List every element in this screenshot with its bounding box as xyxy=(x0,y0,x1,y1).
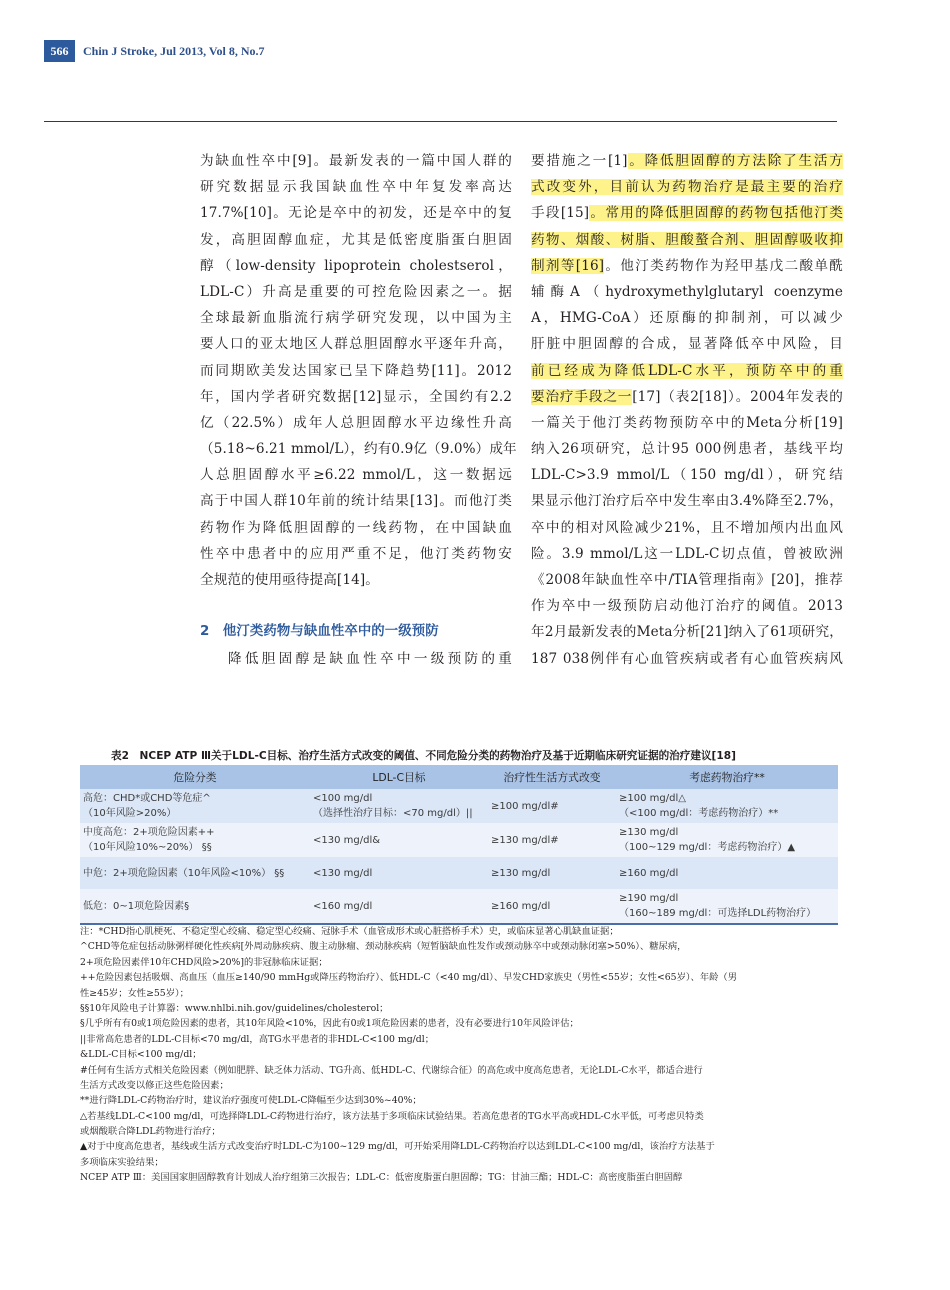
body-text-line: 性卒中患者中的应用严重不足，他汀类药物安 xyxy=(200,545,512,562)
body-text-line: 17.7%[10]。无论是卒中的初发，还是卒中的复 xyxy=(200,205,512,222)
cell-text: 中度高危：2+项危险因素++ xyxy=(83,827,215,838)
table-cell xyxy=(80,823,310,857)
cell-text: （100~129 mg/dl：考虑药物治疗）▲ xyxy=(619,842,796,853)
table-note-line: 2+项危险因素伴10年CHD风险>20%]的非冠脉临床证据； xyxy=(80,956,328,968)
highlighted-text: 。常用的降低胆固醇的药物包括他汀类 xyxy=(589,205,843,222)
highlighted-text: 式改变外，目前认为药物治疗是最主要的治疗 xyxy=(531,179,843,196)
body-text-line: （5.18~6.21 mmol/L），约有0.9亿（9.0%）成年 xyxy=(200,441,517,458)
text-segment: 作为卒中一级预防启动他汀治疗的阈值。2013 xyxy=(531,598,843,615)
left-column xyxy=(200,148,517,672)
table-header-cell: 危险分类 xyxy=(80,765,310,789)
table-header-cell: 治疗性生活方式改变 xyxy=(488,765,616,789)
text-segment: 险。3.9 mmol/L这一LDL-C切点值，曾被欧洲 xyxy=(531,545,843,562)
table-cell xyxy=(310,789,488,823)
table-note-line: ▲对于中度高危患者，基线或生活方式改变治疗时LDL-C为100~129 mg/dl，可开始采用降LDL-C药物治疗以达到LDL-C<100 mg/dl，该治疗方法基于 xyxy=(80,1141,715,1153)
body-text-line xyxy=(531,331,843,357)
table-row xyxy=(80,823,838,857)
body-text-line xyxy=(531,253,843,279)
cell-text: （<100 mg/dl：考虑药物治疗）** xyxy=(619,808,779,819)
table-cell xyxy=(310,889,488,924)
body-text-line: 亿（22.5%）成年人总胆固醇水平边缘性升高 xyxy=(200,414,512,431)
table-row xyxy=(80,857,838,889)
cell-text: <130 mg/dl xyxy=(313,867,373,879)
body-text-line xyxy=(531,227,843,253)
cell-text: ≥160 mg/dl xyxy=(491,900,551,912)
body-text-line: 为缺血性卒中[9]。最新发表的一篇中国人群的 xyxy=(200,153,512,169)
table-cell xyxy=(616,823,838,857)
body-text-line: LDL-C）升高是重要的可控危险因素之一。据 xyxy=(200,283,512,300)
text-segment: 187 038例伴有心血管疾病或者有心血管疾病风 xyxy=(531,650,843,667)
cell-text: （160~189 mg/dl：可选择LDL药物治疗） xyxy=(619,908,817,919)
table-note-line: ||非常高危患者的LDL-C目标<70 mg/dl，高TG水平患者的非HDL-C<100 mg/dl； xyxy=(80,1033,434,1045)
body-text-line xyxy=(531,515,843,541)
table-header-row xyxy=(80,765,838,789)
text-segment: LDL-C>3.9 mmol/L（150 mg/dl），研究结 xyxy=(531,467,843,484)
text-segment: 一篇关于他汀类药物预防卒中的Meta分析[19] xyxy=(531,414,843,431)
table-cell xyxy=(488,789,616,823)
body-text-line: 醇（low-density lipoprotein cholestserol， xyxy=(200,257,512,274)
risk-table xyxy=(80,765,838,925)
cell-text: 高危：CHD*或CHD等危症^ xyxy=(83,793,211,804)
body-text-line: 而同期欧美发达国家已呈下降趋势[11]。2012 xyxy=(200,362,512,379)
cell-text: 中危：2+项危险因素（10年风险<10%） §§ xyxy=(83,867,285,879)
text-segment: 年2月最新发表的Meta分析[21]纳入了61项研究， xyxy=(531,624,843,641)
highlighted-text: 制剂等[16] xyxy=(531,257,605,274)
highlighted-text: 药物、烟酸、树脂、胆酸螯合剂、胆固醇吸收抑 xyxy=(531,231,843,248)
body-text-line xyxy=(531,436,843,462)
cell-text: ≥100 mg/dl# xyxy=(491,800,559,812)
table-cell xyxy=(488,823,616,857)
highlighted-text: 前已经成为降低LDL-C水平，预防卒中的重 xyxy=(531,362,843,379)
table-cell xyxy=(310,857,488,889)
body-text-line xyxy=(531,567,843,593)
highlighted-text: 。降低胆固醇的方法除了生活方 xyxy=(627,153,843,169)
table-note-line: #任何有生活方式相关危险因素（例如肥胖、缺乏体力活动、TG升高、低HDL-C、代谢综合征）的高危或中度高危患者，无论LDL-C水平，都适合进行 xyxy=(80,1064,703,1076)
table-row xyxy=(80,889,838,924)
table-row xyxy=(80,789,838,823)
text-segment: 《2008年缺血性卒中/TIA管理指南》[20]，推荐 xyxy=(531,572,843,588)
highlighted-text: 要治疗手段之一 xyxy=(531,388,633,405)
cell-text: ≥190 mg/dl xyxy=(619,893,679,904)
cell-text: ≥160 mg/dl xyxy=(619,867,679,879)
body-text-line xyxy=(531,646,843,672)
body-text-line xyxy=(531,541,843,567)
text-segment: 辅酶A（hydroxymethylglutaryl coenzyme xyxy=(531,283,843,300)
running-title: Chin J Stroke, Jul 2013, Vol 8, No.7 xyxy=(83,44,265,58)
table-cell xyxy=(616,857,838,889)
body-text-line: 研究数据显示我国缺血性卒中年复发率高达 xyxy=(200,179,512,196)
text-segment: 。他汀类药物作为羟甲基戊二酸单酰 xyxy=(604,257,843,274)
body-text-line: 发，高胆固醇血症，尤其是低密度脂蛋白胆固 xyxy=(200,231,512,248)
spacer xyxy=(200,593,512,619)
table-cell xyxy=(80,789,310,823)
table-note-line: §§10年风险电子计算器：www.nhlbi.nih.gov/guidelines/cholesterol； xyxy=(80,1002,389,1014)
cell-text: （选择性治疗目标：<70 mg/dl）|| xyxy=(313,808,473,819)
body-text-line xyxy=(531,593,843,619)
body-text-line: 全规范的使用亟待提高[14]。 xyxy=(200,572,379,588)
table-cell xyxy=(488,857,616,889)
body-text-line xyxy=(531,148,843,174)
header-rule xyxy=(44,121,837,122)
table-note-line: 性≥45岁；女性≥55岁）； xyxy=(80,987,189,999)
body-text-line: 高于中国人群10年前的统计结果[13]。而他汀类 xyxy=(200,493,512,510)
body-text-line: 年，国内学者研究数据[12]显示，全国约有2.2 xyxy=(200,388,512,405)
body-text-line: 药物作为降低胆固醇的一线药物，在中国缺血 xyxy=(200,519,512,536)
table-cell xyxy=(80,857,310,889)
body-text-line xyxy=(531,619,843,645)
table-note-line: △若基线LDL-C<100 mg/dl，可选择降LDL-C药物进行治疗，该方法基于多项临床试验结果。若高危患者的TG水平高或HDL-C水平低，可考虑贝特类 xyxy=(80,1110,704,1122)
text-segment: 肝脏中胆固醇的合成，显著降低卒中风险，目 xyxy=(531,336,843,353)
table-cell xyxy=(488,889,616,924)
cell-text: ≥130 mg/dl xyxy=(491,867,551,879)
table-note-line: &LDL-C目标<100 mg/dl； xyxy=(80,1049,202,1061)
cell-text: <100 mg/dl xyxy=(313,793,373,804)
body-text-line: 降低胆固醇是缺血性卒中一级预防的重 xyxy=(228,650,512,667)
table-notes xyxy=(80,924,838,1186)
table-cell xyxy=(616,789,838,823)
body-text-line xyxy=(531,279,843,305)
table-cell xyxy=(80,889,310,924)
body-text-line xyxy=(531,305,843,331)
text-segment: 手段[15] xyxy=(531,205,590,222)
table-header-cell: 考虑药物治疗** xyxy=(616,765,838,789)
table-header-cell: LDL-C目标 xyxy=(310,765,488,789)
table-caption: 表2 NCEP ATP Ⅲ关于LDL-C目标、治疗生活方式改变的阈值、不同危险分类的药物治疗及基于近期临床研究证据的治疗建议[18] xyxy=(111,750,736,762)
page-header xyxy=(0,40,950,64)
cell-text: <160 mg/dl xyxy=(313,900,373,912)
body-text-line: 要人口的亚太地区人群总胆固醇水平逐年升高， xyxy=(200,336,512,353)
text-segment: A，HMG-CoA）还原酶的抑制剂，可以减少 xyxy=(531,310,843,327)
table-note-line: 多项临床实验结果； xyxy=(80,1156,164,1168)
table-note-line: **进行降LDL-C药物治疗时，建议治疗强度可使LDL-C降幅至少达到30%~40%； xyxy=(80,1095,422,1107)
text-segment: 要措施之一[1] xyxy=(531,153,628,169)
body-text-line xyxy=(531,410,843,436)
body-text-line: 全球最新血脂流行病学研究发现，以中国为主 xyxy=(200,310,512,327)
body-text-line xyxy=(531,462,843,488)
cell-text: 低危：0~1项危险因素§ xyxy=(83,900,190,912)
body-text-line xyxy=(531,200,843,226)
text-segment: 卒中的相对风险减少21%，且不增加颅内出血风 xyxy=(531,519,843,536)
text-segment: [17]（表2[18]）。2004年发表的 xyxy=(632,388,844,405)
table-cell xyxy=(616,889,838,924)
cell-text: （10年风险10%~20%） §§ xyxy=(83,842,212,853)
page-number: 566 xyxy=(44,40,75,62)
text-segment: 纳入26项研究，总计95 000例患者，基线平均 xyxy=(531,441,843,458)
table-note-line: 生活方式改变以修正这些危险因素； xyxy=(80,1079,229,1091)
text-segment: 果显示他汀治疗后卒中发生率由3.4%降至2.7%， xyxy=(531,493,843,510)
cell-text: <130 mg/dl& xyxy=(313,834,381,846)
body-text-line xyxy=(531,358,843,384)
body-text-line xyxy=(531,174,843,200)
table-note-line: 或烟酸联合降LDL药物进行治疗； xyxy=(80,1126,221,1138)
cell-text: （10年风险>20%） xyxy=(83,808,177,819)
table-cell xyxy=(310,823,488,857)
table-note-line: 注：*CHD指心肌梗死、不稳定型心绞痛、稳定型心绞痛、冠脉手术（血管成形术或心脏搭桥手术）史，或临床显著心肌缺血证据； xyxy=(80,926,619,937)
right-column xyxy=(531,148,843,672)
cell-text: ≥100 mg/dl△ xyxy=(619,793,686,804)
body-text-line xyxy=(531,384,843,410)
table-note-line: ^CHD等危症包括动脉粥样硬化性疾病[外周动脉疾病、腹主动脉瘤、颈动脉疾病（短暂脑缺血性发作或颈动脉卒中或颈动脉闭塞>50%）、糖尿病， xyxy=(80,941,687,953)
table-note-line: ++危险因素包括吸烟、高血压（血压≥140/90 mmHg或降压药物治疗）、低HDL-C（<40 mg/dl）、早发CHD家族史（男性<55岁；女性<65岁）、年龄（男 xyxy=(80,972,738,984)
table-note-line: §几乎所有有0或1项危险因素的患者，其10年风险<10%，因此有0或1项危险因素的患者，没有必要进行10年风险评估； xyxy=(80,1018,579,1030)
cell-text: ≥130 mg/dl# xyxy=(491,834,559,846)
cell-text: ≥130 mg/dl xyxy=(619,827,679,838)
section-heading: 2 他汀类药物与缺血性卒中的一级预防 xyxy=(200,624,439,640)
body-text-line: 人总胆固醇水平≥6.22 mmol/L，这一数据远 xyxy=(200,467,512,484)
body-text-line xyxy=(531,488,843,514)
table-note-line: NCEP ATP Ⅲ：美国国家胆固醇教育计划成人治疗组第三次报告；LDL-C：低密度脂蛋白胆固醇；TG：甘油三酯；HDL-C：高密度脂蛋白胆固醇 xyxy=(80,1172,683,1184)
